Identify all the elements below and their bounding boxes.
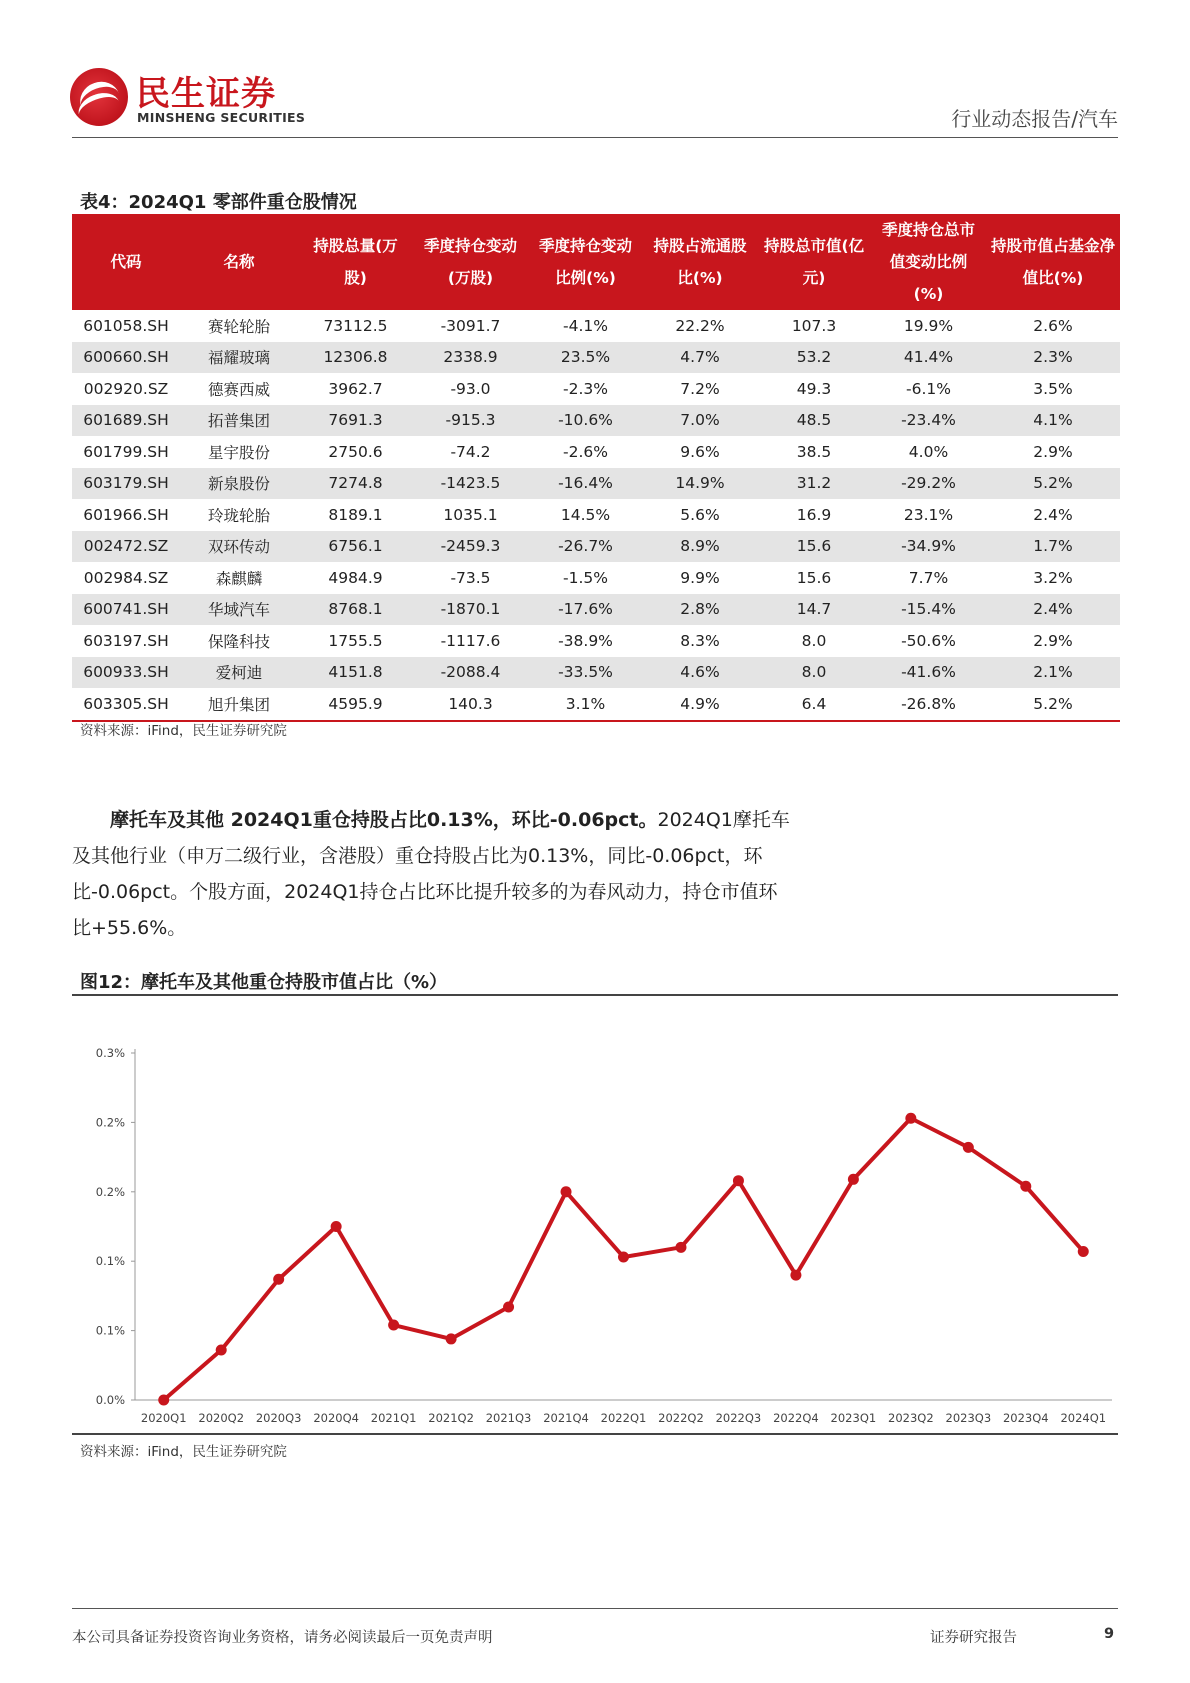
data-point	[733, 1175, 744, 1186]
figure-source: 资料来源：iFind，民生证券研究院	[80, 1444, 287, 1460]
table-row	[72, 310, 1120, 342]
x-tick-label: 2023Q4	[1002, 1411, 1049, 1425]
x-tick-label: 2023Q3	[945, 1411, 992, 1425]
table-cell: -2459.3	[413, 531, 528, 563]
table-cell: 600660.SH	[72, 342, 180, 374]
table-cell: 爱柯迪	[180, 657, 298, 689]
table-cell: 7.0%	[643, 405, 757, 437]
table-cell: 8.9%	[643, 531, 757, 563]
table-row	[72, 688, 1120, 721]
data-point	[1078, 1246, 1089, 1257]
x-tick-label: 2023Q1	[830, 1411, 877, 1425]
table-cell: 2338.9	[413, 342, 528, 374]
y-tick-label: 0.2%	[95, 1184, 125, 1199]
table-cell: 41.4%	[871, 342, 986, 374]
table-cell: 4.9%	[643, 688, 757, 721]
x-tick-label: 2022Q1	[600, 1411, 647, 1425]
page-number: 9	[1104, 1626, 1115, 1642]
header-divider	[72, 137, 1118, 138]
table-cell: 5.2%	[986, 468, 1120, 500]
table-cell: 森麒麟	[215, 569, 263, 588]
header-cell: 持股总量(万股)	[298, 214, 413, 310]
x-tick-label: 2020Q3	[255, 1411, 302, 1425]
data-point	[848, 1174, 859, 1185]
y-tick-label: 0.2%	[95, 1115, 125, 1130]
table-cell: 2.1%	[986, 657, 1120, 689]
table-cell: -15.4%	[871, 594, 986, 626]
header-cell: 代码	[72, 214, 180, 310]
table-cell: -1423.5	[413, 468, 528, 500]
table-cell: 5.2%	[986, 688, 1120, 721]
table-cell: 7274.8	[298, 468, 413, 500]
table-cell: 4595.9	[298, 688, 413, 721]
table-cell: 2.3%	[986, 342, 1120, 374]
table-cell: 600933.SH	[72, 657, 180, 689]
table-cell: 福耀玻璃	[180, 342, 298, 374]
table-cell: 2.8%	[643, 594, 757, 626]
data-point	[503, 1302, 514, 1313]
x-tick-label: 2022Q3	[715, 1411, 762, 1425]
table-cell: 23.1%	[903, 505, 954, 524]
x-tick-label: 2021Q4	[543, 1411, 589, 1425]
table-cell: 603179.SH	[72, 468, 180, 500]
table-cell: 601689.SH	[72, 405, 180, 437]
table-cell: 9.9%	[680, 568, 720, 587]
table-cell: 002472.SZ	[72, 531, 180, 563]
table-cell: 4.7%	[643, 342, 757, 374]
table-cell: 3962.7	[328, 379, 383, 398]
x-tick-label: 2022Q4	[773, 1411, 819, 1425]
table-row	[72, 594, 1120, 626]
table-row	[72, 373, 1120, 405]
data-point	[158, 1395, 169, 1406]
table-cell: 8.0	[757, 657, 871, 689]
brand-name-cn: 民生证券	[136, 74, 276, 114]
holdings-table	[72, 214, 1120, 722]
header-cell: 持股总市值(亿元)	[757, 214, 871, 310]
table-cell: -3091.7	[440, 316, 501, 335]
data-point	[273, 1274, 284, 1285]
table-cell: -93.0	[450, 379, 491, 398]
table-cell: 140.3	[413, 688, 528, 721]
figure-top-rule	[72, 994, 1118, 996]
table-cell: 1035.1	[443, 505, 498, 524]
table-cell: 14.9%	[643, 468, 757, 500]
table-row	[72, 436, 1120, 468]
y-tick-label: 0.0%	[95, 1393, 125, 1407]
table-cell: -1870.1	[413, 594, 528, 626]
data-point	[216, 1345, 227, 1356]
table-cell: 2.4%	[1033, 505, 1073, 524]
table-cell: 7.2%	[680, 379, 720, 398]
table-row	[72, 342, 1120, 374]
data-point	[905, 1113, 916, 1124]
footer-label: 证券研究报告	[930, 1630, 1017, 1646]
x-tick-label: 2021Q3	[485, 1411, 532, 1425]
header-cell: 季度持仓变动比例(%)	[528, 214, 643, 310]
table-cell: 德赛西威	[207, 380, 270, 399]
analysis-paragraph	[72, 802, 792, 946]
table-cell: 2750.6	[328, 442, 383, 461]
table-row	[72, 499, 1120, 531]
holding-ratio-line-chart	[72, 1000, 1118, 1430]
report-type: 行业动态报告/汽车	[951, 107, 1118, 131]
data-point	[618, 1252, 629, 1263]
data-point	[963, 1142, 974, 1153]
table-row	[72, 468, 1120, 500]
table-cell: 601966.SH	[83, 505, 169, 524]
table-cell: 8.0	[801, 631, 827, 650]
y-tick-label: 0.1%	[95, 1254, 125, 1269]
table-body	[72, 310, 1120, 721]
table-cell: -26.8%	[871, 688, 986, 721]
x-tick-label: 2023Q2	[888, 1411, 934, 1425]
table-cell: 4.1%	[986, 405, 1120, 437]
table-cell: 5.6%	[680, 505, 720, 524]
table-cell: 拓普集团	[180, 405, 298, 437]
table-cell: -2088.4	[413, 657, 528, 689]
table-cell: 4151.8	[298, 657, 413, 689]
table-cell: 49.3	[796, 379, 832, 398]
table-cell: 12306.8	[298, 342, 413, 374]
table-cell: 4.0%	[908, 442, 949, 461]
table-cell: -915.3	[413, 405, 528, 437]
table-cell: 38.5	[796, 442, 832, 461]
paragraph-body: 2024Q1摩托车及其他行业（申万二级行业，含港股）重仓持股占比为0.13%，同比-0.06pct，环比-0.06pct。个股方面，2024Q1持仓占比环比提升较多的为春风动力，持仓市值环比+55.6%。	[72, 809, 790, 939]
table-cell: 新泉股份	[180, 468, 298, 500]
table-cell: -2.6%	[563, 442, 608, 461]
paragraph-lead: 摩托车及其他 2024Q1重仓持股占比0.13%，环比-0.06pct。	[110, 809, 658, 831]
data-point	[446, 1333, 457, 1344]
table-cell: -16.4%	[528, 468, 643, 500]
table-cell: 6.4	[757, 688, 871, 721]
table-cell: -10.6%	[528, 405, 643, 437]
x-tick-label: 2021Q2	[428, 1411, 474, 1425]
table-cell: 002920.SZ	[83, 379, 169, 398]
table-row	[72, 657, 1120, 689]
table-cell: 7691.3	[298, 405, 413, 437]
table-cell: -26.7%	[528, 531, 643, 563]
table-cell: 星宇股份	[207, 443, 270, 462]
x-tick-label: 2021Q1	[370, 1411, 417, 1425]
table-row	[72, 531, 1120, 563]
table-cell: 华域汽车	[180, 594, 298, 626]
table-cell: 1755.5	[328, 631, 383, 650]
x-tick-label: 2020Q2	[198, 1411, 245, 1425]
table-cell: 14.5%	[560, 505, 611, 524]
header-cell: 名称	[180, 214, 298, 310]
data-point	[388, 1320, 399, 1331]
y-tick-label: 0.1%	[95, 1323, 125, 1338]
table-cell: 3.2%	[1033, 568, 1073, 587]
table-cell: -74.2	[450, 442, 491, 461]
brand-name-en: MINSHENG SECURITIES	[137, 110, 306, 125]
table-cell: 603197.SH	[83, 631, 169, 650]
table-cell: -23.4%	[871, 405, 986, 437]
table-cell: 旭升集团	[180, 688, 298, 721]
data-point	[675, 1242, 686, 1253]
table-cell: 48.5	[757, 405, 871, 437]
table-cell: 双环传动	[180, 531, 298, 563]
table-cell: 3.5%	[1033, 379, 1073, 398]
table-cell: 保隆科技	[207, 632, 270, 651]
table-cell: 601799.SH	[83, 442, 169, 461]
table-cell: 2.6%	[1033, 316, 1073, 335]
data-point	[1020, 1181, 1031, 1192]
table-cell: 玲珑轮胎	[207, 506, 270, 525]
data-point	[331, 1221, 342, 1232]
table-cell: -33.5%	[528, 657, 643, 689]
table-cell: -2.3%	[563, 379, 608, 398]
table-cell: 6756.1	[298, 531, 413, 563]
table-cell: 2.4%	[986, 594, 1120, 626]
table-cell: 8768.1	[298, 594, 413, 626]
header-cell: 持股占流通股比(%)	[643, 214, 757, 310]
table-cell: 15.6	[796, 568, 832, 587]
table-cell: 15.6	[757, 531, 871, 563]
table-cell: 53.2	[757, 342, 871, 374]
table-cell: 600741.SH	[72, 594, 180, 626]
y-tick-label: 0.3%	[95, 1046, 125, 1060]
table-cell: -41.6%	[871, 657, 986, 689]
x-tick-label: 2022Q2	[658, 1411, 704, 1425]
table-cell: -1117.6	[440, 631, 501, 650]
header-cell: 持股市值占基金净值比(%)	[986, 214, 1120, 310]
table-cell: -6.1%	[906, 379, 951, 398]
table-cell: 73112.5	[323, 316, 388, 335]
table-cell: -50.6%	[901, 631, 956, 650]
table-cell: 16.9	[796, 505, 832, 524]
figure-bottom-rule	[72, 1433, 1118, 1435]
table-cell: -4.1%	[563, 316, 608, 335]
table-cell: 7.7%	[908, 568, 949, 587]
table-cell: -1.5%	[563, 568, 608, 587]
table-title: 表4：2024Q1 零部件重仓股情况	[80, 192, 357, 213]
table-cell: -73.5	[450, 568, 491, 587]
table-row	[72, 405, 1120, 437]
footer-disclaimer: 本公司具备证券投资咨询业务资格，请务必阅读最后一页免责声明	[72, 1630, 493, 1646]
table-cell: 2.9%	[1033, 631, 1073, 650]
table-cell: 3.1%	[528, 688, 643, 721]
table-cell: 22.2%	[675, 316, 725, 335]
table-cell: 14.7	[757, 594, 871, 626]
table-cell: 601058.SH	[83, 316, 169, 335]
table-cell: 23.5%	[528, 342, 643, 374]
table-cell: 19.9%	[903, 316, 954, 335]
x-tick-label: 2020Q4	[313, 1411, 359, 1425]
table-cell: -34.9%	[871, 531, 986, 563]
table-source: 资料来源：iFind，民生证券研究院	[80, 723, 287, 739]
table-cell: 2.9%	[1033, 442, 1073, 461]
table-cell: -29.2%	[871, 468, 986, 500]
table-cell: 4984.9	[328, 568, 383, 587]
x-tick-label: 2020Q1	[140, 1411, 187, 1425]
x-tick-label: 2024Q1	[1060, 1411, 1107, 1425]
table-cell: -17.6%	[528, 594, 643, 626]
data-point	[790, 1270, 801, 1281]
table-cell: 赛轮轮胎	[207, 317, 270, 336]
table-cell: 8189.1	[328, 505, 383, 524]
table-cell: 31.2	[757, 468, 871, 500]
header-cell: 季度持仓总市值变动比例(%)	[871, 214, 986, 310]
header-cell: 季度持仓变动(万股)	[413, 214, 528, 310]
table-cell: 1.7%	[986, 531, 1120, 563]
table-cell: -38.9%	[558, 631, 613, 650]
data-point	[561, 1186, 572, 1197]
table-cell: 107.3	[791, 316, 837, 335]
table-cell: 002984.SZ	[83, 568, 169, 587]
table-cell: 8.3%	[680, 631, 720, 650]
figure-title: 图12：摩托车及其他重仓持股市值占比（%）	[80, 972, 448, 993]
table-row	[72, 562, 1120, 594]
table-cell: 9.6%	[680, 442, 720, 461]
company-logo	[70, 68, 128, 126]
table-row	[72, 625, 1120, 657]
table-cell: 4.6%	[643, 657, 757, 689]
footer-divider	[72, 1608, 1118, 1609]
table-cell: 603305.SH	[72, 688, 180, 721]
table-header-row	[72, 214, 1120, 310]
